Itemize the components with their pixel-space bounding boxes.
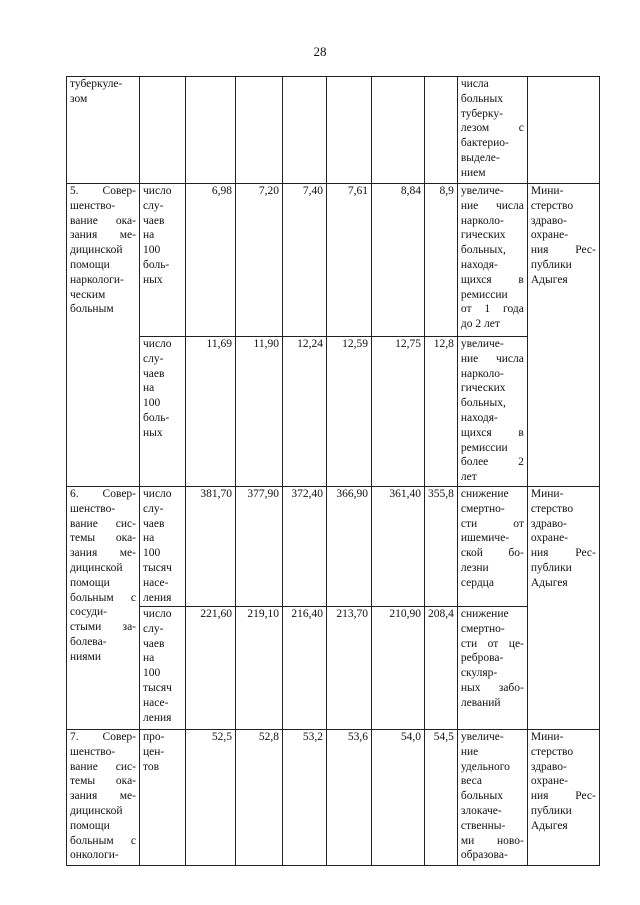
cell-line: реброва-	[460, 652, 504, 665]
direction-cell	[67, 77, 140, 184]
cell-line: ние числа	[460, 199, 524, 212]
cell-line: стерство	[530, 502, 574, 515]
value-cell	[236, 77, 283, 184]
cell-line: здраво-	[530, 517, 567, 530]
value-cell: 213,70	[327, 607, 372, 730]
value-cell	[283, 77, 327, 184]
table-row	[67, 730, 600, 866]
table-row	[67, 487, 600, 607]
cell-line: стерство	[530, 199, 574, 212]
cell-line: число	[143, 608, 172, 620]
cell-line: до 2 лет	[460, 318, 500, 331]
cell-line: гических	[460, 229, 506, 242]
cell-line: больных	[460, 92, 503, 105]
value-cell: 54,5	[425, 730, 458, 866]
cell-line: число	[143, 488, 172, 500]
cell-line: образова-	[460, 849, 508, 862]
value-cell: 53,6	[327, 730, 372, 866]
cell-line: ишемиче-	[460, 532, 510, 545]
responsible-cell	[527, 184, 599, 487]
cell-line: больным с	[70, 834, 136, 847]
cell-line: на	[143, 229, 155, 242]
unit-cell	[140, 730, 186, 866]
result-cell	[457, 77, 527, 184]
cell-line: вание сис-	[70, 517, 136, 530]
value-cell: 52,5	[186, 730, 236, 866]
cell-line: дицинской	[70, 804, 123, 817]
value-cell: 372,40	[283, 487, 327, 607]
cell-line: удельного	[460, 760, 510, 773]
cell-line: публики	[530, 258, 572, 271]
cell-line: помощи	[70, 819, 110, 832]
cell-line: ниями	[70, 650, 102, 663]
cell-line: нарколо-	[460, 214, 504, 227]
table-row	[67, 184, 600, 337]
cell-line: тысяч	[143, 681, 172, 694]
result-cell	[457, 337, 527, 487]
cell-line: лезни	[460, 561, 489, 574]
cell-line: 100	[143, 667, 161, 680]
cell-line: злокаче-	[460, 804, 502, 817]
table-row	[67, 607, 600, 730]
cell-line: нием	[460, 166, 486, 179]
cell-line: ных забо-	[460, 681, 524, 694]
cell-line: больным с	[70, 591, 136, 604]
cell-line: шенство-	[70, 745, 116, 758]
cell-line: увеличе-	[460, 731, 504, 743]
cell-line: увеличе-	[460, 338, 504, 350]
cell-line: на	[143, 532, 155, 545]
value-cell	[186, 77, 236, 184]
cell-line: число	[143, 185, 172, 197]
cell-line: дицинской	[70, 244, 123, 257]
cell-line: на	[143, 652, 155, 665]
cell-line: ской бо-	[460, 547, 524, 560]
cell-line: лезом с	[460, 122, 524, 135]
cell-line: 100	[143, 244, 161, 257]
value-cell: 8,84	[372, 184, 425, 337]
cell-line: слу-	[143, 199, 164, 212]
cell-line: веса	[460, 775, 482, 788]
unit-cell	[140, 337, 186, 487]
cell-line: вание ока-	[70, 214, 136, 227]
cell-line: болева-	[70, 635, 107, 648]
responsible-cell	[527, 730, 599, 866]
result-cell	[457, 184, 527, 337]
cell-line: чаев	[143, 214, 165, 227]
cell-line: шенство-	[70, 502, 116, 515]
cell-line: публики	[530, 804, 572, 817]
cell-line: зания ме-	[70, 547, 136, 560]
cell-line: цен-	[143, 745, 165, 758]
unit-cell	[140, 487, 186, 607]
cell-line: слу-	[143, 352, 164, 365]
cell-line: чаев	[143, 637, 165, 650]
table-row	[67, 77, 600, 184]
responsible-cell	[527, 77, 599, 184]
cell-line: 100	[143, 397, 161, 410]
cell-line: 7. Совер-	[70, 731, 136, 743]
cell-line: охране-	[530, 229, 569, 242]
cell-line: чаев	[143, 517, 165, 530]
cell-line: зания ме-	[70, 229, 136, 242]
cell-line: 5. Совер-	[70, 185, 136, 197]
cell-line: Адыгея	[530, 819, 568, 832]
cell-line: здраво-	[530, 214, 567, 227]
value-cell: 210,90	[372, 607, 425, 730]
cell-line: боль-	[143, 258, 170, 271]
cell-line: более 2	[460, 456, 524, 469]
unit-cell	[140, 184, 186, 337]
cell-line: туберку-	[460, 107, 503, 120]
cell-line: здраво-	[530, 760, 567, 773]
result-cell	[457, 607, 527, 730]
cell-line: число	[143, 338, 172, 350]
value-cell	[327, 77, 372, 184]
cell-line: снижение	[460, 608, 509, 620]
cell-line: ми ново-	[460, 834, 524, 847]
cell-line: стыми за-	[70, 621, 136, 634]
cell-line: шенство-	[70, 199, 116, 212]
cell-line: Мини-	[530, 488, 564, 500]
cell-line: больных,	[460, 397, 506, 410]
value-cell: 221,60	[186, 607, 236, 730]
value-cell: 54,0	[372, 730, 425, 866]
value-cell: 355,8	[425, 487, 458, 607]
cell-line: щихся в	[460, 273, 524, 286]
cell-line: наркологи-	[70, 273, 124, 286]
cell-line: Адыгея	[530, 576, 568, 589]
cell-line: охране-	[530, 775, 569, 788]
cell-line: сосуди-	[70, 606, 107, 619]
cell-line: скуляр-	[460, 667, 498, 680]
cell-line: ремиссии	[460, 288, 508, 301]
value-cell: 7,40	[283, 184, 327, 337]
value-cell: 8,9	[425, 184, 458, 337]
cell-line: смертно-	[460, 622, 505, 635]
cell-line: дицинской	[70, 561, 123, 574]
cell-line: темы ока-	[70, 532, 136, 545]
value-cell: 377,90	[236, 487, 283, 607]
cell-line: бактерио-	[460, 137, 509, 150]
cell-line: 100	[143, 547, 161, 560]
cell-line: сти от це-	[460, 637, 524, 650]
cell-line: туберкуле-	[70, 78, 123, 90]
cell-line: вание сис-	[70, 760, 136, 773]
value-cell: 12,8	[425, 337, 458, 487]
cell-line: стерство	[530, 745, 574, 758]
cell-line: Мини-	[530, 185, 564, 197]
cell-line: находя-	[460, 411, 498, 424]
cell-line: ственны-	[460, 819, 506, 832]
cell-line: 6. Совер-	[70, 488, 136, 500]
cell-line: Мини-	[530, 731, 564, 743]
responsible-cell	[527, 487, 599, 730]
cell-line: ремиссии	[460, 441, 508, 454]
value-cell: 381,70	[186, 487, 236, 607]
cell-line: больных	[460, 790, 503, 803]
value-cell: 216,40	[283, 607, 327, 730]
cell-line: про-	[143, 731, 165, 743]
value-cell: 11,90	[236, 337, 283, 487]
cell-line: зом	[70, 92, 88, 105]
cell-line: щихся в	[460, 426, 524, 439]
cell-line: ления	[143, 711, 172, 724]
cell-line: ления	[143, 591, 172, 604]
direction-cell	[67, 184, 140, 487]
cell-line: слу-	[143, 502, 164, 515]
cell-line: ния Рес-	[530, 547, 596, 560]
value-cell: 219,10	[236, 607, 283, 730]
cell-line: ческим	[70, 288, 106, 301]
value-cell: 7,20	[236, 184, 283, 337]
cell-line: слу-	[143, 622, 164, 635]
unit-cell	[140, 607, 186, 730]
cell-line: ных	[143, 426, 163, 439]
value-cell: 12,75	[372, 337, 425, 487]
value-cell: 11,69	[186, 337, 236, 487]
cell-line: ние	[460, 745, 479, 758]
cell-line: выделе-	[460, 151, 500, 164]
unit-cell	[140, 77, 186, 184]
result-cell	[457, 487, 527, 607]
cell-line: насе-	[143, 576, 169, 589]
table-row	[67, 337, 600, 487]
value-cell	[425, 77, 458, 184]
value-cell: 53,2	[283, 730, 327, 866]
cell-line: онкологи-	[70, 849, 119, 862]
cell-line: ных	[143, 273, 163, 286]
cell-line: публики	[530, 561, 572, 574]
cell-line: боль-	[143, 411, 170, 424]
cell-line: охране-	[530, 532, 569, 545]
cell-line: ния Рес-	[530, 244, 596, 257]
direction-cell	[67, 487, 140, 730]
cell-line: насе-	[143, 696, 169, 709]
cell-line: нарколо-	[460, 367, 504, 380]
value-cell: 361,40	[372, 487, 425, 607]
cell-line: чаев	[143, 367, 165, 380]
cell-line: сердца	[460, 576, 494, 589]
cell-line: ния Рес-	[530, 790, 596, 803]
value-cell: 7,61	[327, 184, 372, 337]
cell-line: смертно-	[460, 502, 505, 515]
cell-line: ние числа	[460, 352, 524, 365]
indicators-table	[66, 76, 600, 866]
cell-line: увеличе-	[460, 185, 504, 197]
cell-line: Адыгея	[530, 273, 568, 286]
value-cell: 12,24	[283, 337, 327, 487]
cell-line: гических	[460, 382, 506, 395]
cell-line: помощи	[70, 258, 110, 271]
page-number: 28	[313, 44, 327, 59]
cell-line: больным	[70, 303, 114, 316]
result-cell	[457, 730, 527, 866]
cell-line: на	[143, 382, 155, 395]
cell-line: лет	[460, 471, 477, 484]
value-cell: 208,4	[425, 607, 458, 730]
value-cell: 52,8	[236, 730, 283, 866]
value-cell: 12,59	[327, 337, 372, 487]
cell-line: леваний	[460, 696, 501, 709]
cell-line: тысяч	[143, 561, 172, 574]
cell-line: зания ме-	[70, 790, 136, 803]
cell-line: тов	[143, 760, 160, 773]
value-cell: 6,98	[186, 184, 236, 337]
cell-line: снижение	[460, 488, 509, 500]
cell-line: сти от	[460, 517, 524, 530]
cell-line: больных,	[460, 244, 506, 257]
cell-line: темы ока-	[70, 775, 136, 788]
direction-cell	[67, 730, 140, 866]
value-cell	[372, 77, 425, 184]
cell-line: от 1 года	[460, 303, 524, 316]
cell-line: находя-	[460, 258, 498, 271]
cell-line: числа	[460, 78, 489, 90]
cell-line: помощи	[70, 576, 110, 589]
value-cell: 366,90	[327, 487, 372, 607]
